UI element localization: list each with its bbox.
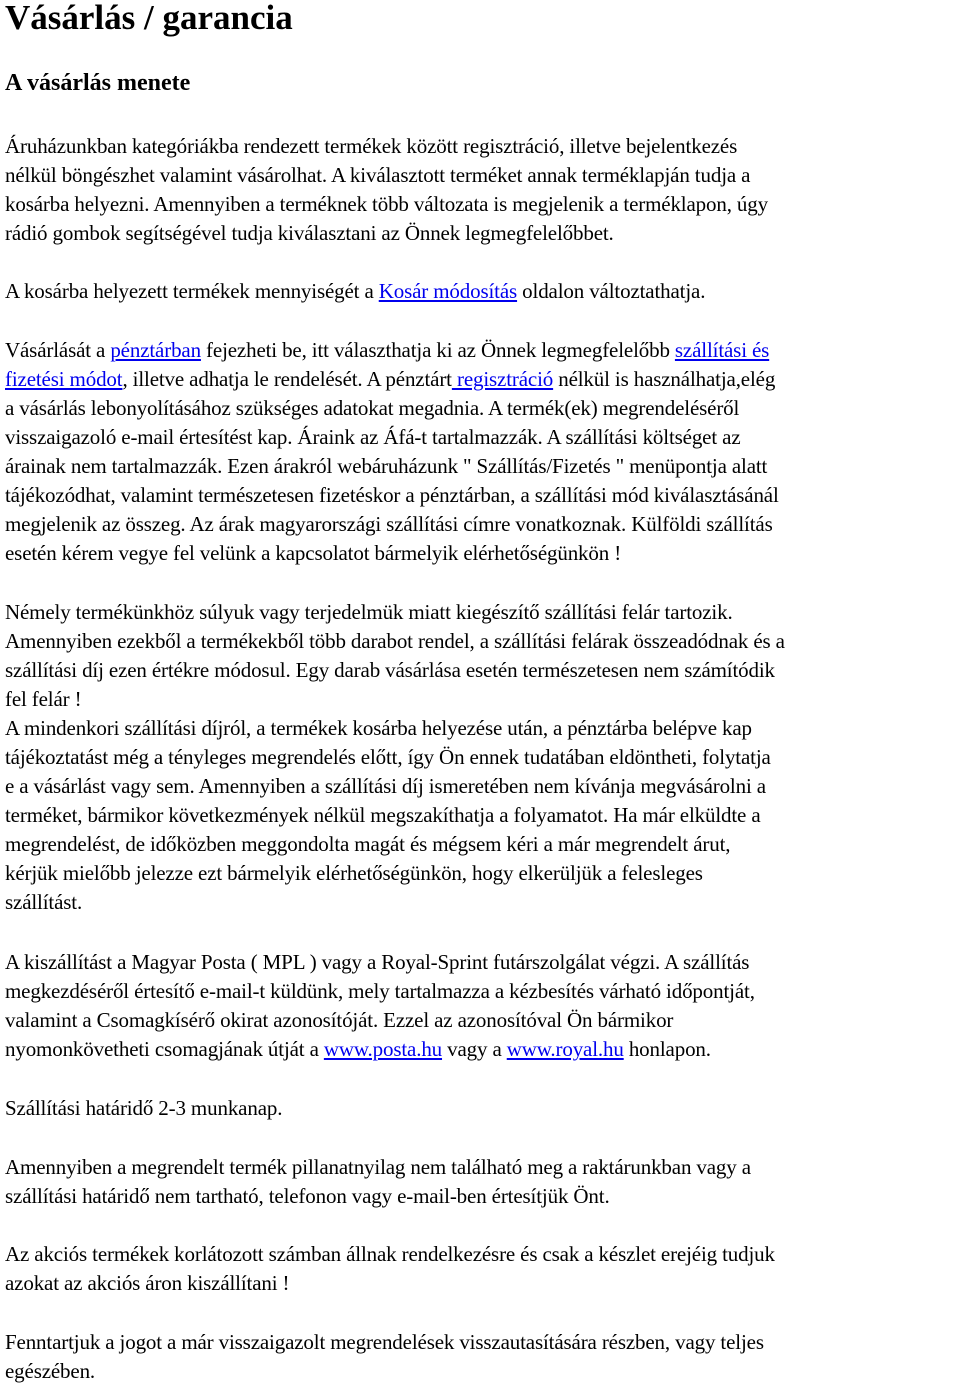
text-line: A kiszállítást a Magyar Posta ( MPL ) vagy a Royal-Sprint futárszolgálat végzi. A szállítás <box>5 950 750 974</box>
text-line <box>5 277 960 306</box>
text-run: oldalon változtathatja. <box>517 279 706 303</box>
text-line: tájékoztatást még a tényleges megrendelés előtt, így Ön ennek tudatában eldöntheti, folytatja <box>5 745 771 769</box>
text-line: szállítási díj ezen értékre módosul. Egy darab vásárlása esetén természetesen nem számítódik <box>5 658 775 682</box>
text-line: fel felár ! <box>5 687 82 711</box>
text-run: vagy a <box>442 1037 507 1061</box>
text-line: árainak nem tartalmazzák. Ezen árakról webáruházunk " Szállítás/Fizetés " menüpontja alatt <box>5 454 768 478</box>
text-line: nélkül böngészhet valamint vásárolhat. A kiválasztott terméket annak terméklapján tudja a <box>5 163 751 187</box>
text-line: Áruházunkban kategóriákba rendezett termékek között regisztráció, illetve bejelentkezés <box>5 134 738 158</box>
text-line: szállítást. <box>5 890 83 914</box>
paragraph-rights <box>5 1328 960 1386</box>
text-run: Vásárlását a <box>5 338 111 362</box>
text-line: kosárba helyezni. Amennyiben a terméknek több változata is megjelenik a terméklapon, úgy <box>5 192 768 216</box>
text-line: Amennyiben ezekből a termékekből több darabot rendel, a szállítási felárak összeadódnak és a <box>5 629 785 653</box>
text-line: esetén kérem vegye fel velünk a kapcsolatot bármelyik elérhetőségünkön ! <box>5 541 622 565</box>
paragraph-deadline <box>5 1094 960 1123</box>
text-line: szállítási határidő nem tartható, telefonon vagy e-mail-ben értesítjük Önt. <box>5 1184 610 1208</box>
text-line: a vásárlás lebonyolításához szükséges adatokat megadnia. A termék(ek) megrendeléséről <box>5 396 740 420</box>
text-line: egészében. <box>5 1359 96 1383</box>
posta-link[interactable]: www.posta.hu <box>323 1037 443 1061</box>
section-heading: A vásárlás menete <box>5 70 191 96</box>
page-title: Vásárlás / garancia <box>5 0 293 37</box>
text-line: Az akciós termékek korlátozott számban állnak rendelkezésre és csak a készlet erejéig tudjuk <box>5 1242 775 1266</box>
paragraph-checkout <box>5 336 960 568</box>
text-run: fejezheti be, itt választhatja ki az Önnek legmegfelelőbb <box>200 338 675 362</box>
text-line: tájékozódhat, valamint természetesen fizetéskor a pénztárban, a szállítási mód kiválasztásánál <box>5 483 779 507</box>
text-line: kérjük mielőbb jelezze ezt bármelyik elérhetőségünkön, hogy elkerüljük a felesleges <box>5 861 703 885</box>
text-line: Szállítási határidő 2-3 munkanap. <box>5 1096 283 1120</box>
shipping-payment-link[interactable]: szállítási és <box>674 338 770 362</box>
text-line: Amennyiben a megrendelt termék pillanatnyilag nem található meg a raktárunkban vagy a <box>5 1155 751 1179</box>
text-line: visszaigazoló e-mail értesítést kap. Áraink az Áfá-t tartalmazzák. A szállítási költséget az <box>5 425 741 449</box>
checkout-link[interactable]: pénztárban <box>110 338 201 362</box>
text-line: Némely termékünkhöz súlyuk vagy terjedelmük miatt kiegészítő szállítási felár tartozik. <box>5 600 733 624</box>
text-line: A mindenkori szállítási díjról, a termékek kosárba helyezése után, a pénztárba belépve kap <box>5 716 752 740</box>
text-run: A kosárba helyezett termékek mennyiségét a <box>5 279 379 303</box>
text-line <box>5 336 960 365</box>
shipping-payment-link-cont[interactable]: fizetési módot <box>5 367 123 391</box>
text-line: valamint a Csomagkísérő okirat azonosítóját. Ezzel az azonosítóval Ön bármikor <box>5 1008 674 1032</box>
text-run: nélkül is használhatja,elég <box>553 367 776 391</box>
paragraph-cart <box>5 277 960 306</box>
text-line: megkezdéséről értesítő e-mail-t küldünk, mely tartalmazza a kézbesítés várható időpontját, <box>5 979 755 1003</box>
text-run: nyomonkövetheti csomagjának útját a <box>5 1037 324 1061</box>
text-line <box>5 365 960 394</box>
registration-link[interactable]: regisztráció <box>451 367 554 391</box>
text-line <box>5 1035 960 1064</box>
paragraph-browsing <box>5 132 960 248</box>
cart-edit-link[interactable]: Kosár módosítás <box>378 279 518 303</box>
text-line: terméket, bármikor következmények nélkül megszakíthatja a folyamatot. Ha már elküldte a <box>5 803 761 827</box>
text-line: e a vásárlást vagy sem. Amennyiben a szállítási díj ismeretében nem kívánja megvásárolni a <box>5 774 766 798</box>
paragraph-delivery <box>5 948 960 1064</box>
text-line: megjelenik az összeg. Az árak magyarországi szállítási címre vonatkoznak. Külföldi szállítás <box>5 512 773 536</box>
paragraph-promo <box>5 1240 960 1298</box>
paragraph-stock <box>5 1153 960 1211</box>
text-line: azokat az akciós áron kiszállítani ! <box>5 1271 290 1295</box>
royal-link[interactable]: www.royal.hu <box>506 1037 624 1061</box>
text-line: rádió gombok segítségével tudja kiválasztani az Önnek legmegfelelőbbet. <box>5 221 614 245</box>
text-run: honlapon. <box>623 1037 711 1061</box>
text-line: Fenntartjuk a jogot a már visszaigazolt megrendelések visszautasítására részben, vagy teljes <box>5 1330 764 1354</box>
text-line: megrendelést, de időközben meggondolta magát és mégsem kéri a már megrendelt árut, <box>5 832 731 856</box>
text-run: , illetve adhatja le rendelését. A pénztárt <box>122 367 452 391</box>
paragraph-surcharge <box>5 598 960 917</box>
